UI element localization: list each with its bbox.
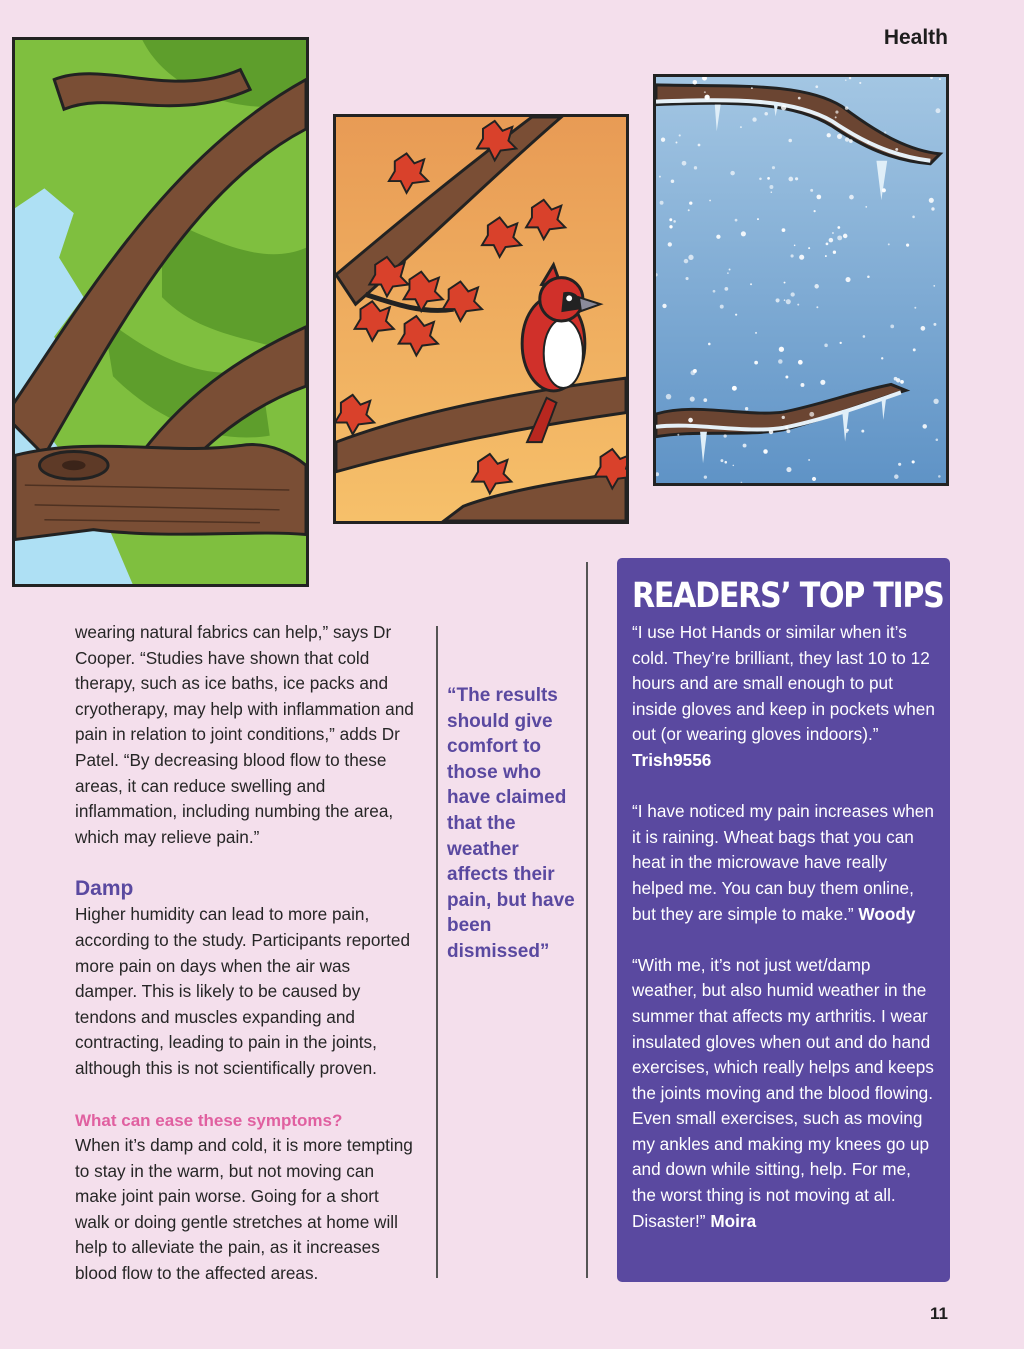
section-label: Health [883, 26, 948, 49]
symptoms-heading: What can ease these symptoms? [75, 1110, 343, 1130]
tip-text: “I use Hot Hands or similar when it’s cold. They’re brilliant, they last 10 to 12 hours and are small enough to put inside gloves and keep in pockets when out (or wearing gloves indoors).” [632, 622, 935, 745]
column-divider-left [436, 626, 438, 1278]
tip-author: Woody [858, 903, 916, 924]
summer-tree-illustration [12, 37, 309, 587]
tip-author: Moira [710, 1210, 757, 1231]
tip-author: Trish9556 [632, 749, 712, 770]
winter-snow-illustration [653, 74, 949, 486]
page-number: 11 [930, 1304, 948, 1323]
tip-item [632, 799, 936, 927]
damp-paragraph: Higher humidity can lead to more pain, according to the study. Participants reported more pain on days when the air was damper. This is likely to be caused by tendons and muscles expanding and contracting, leading to pain in the joints, although this is not scientifically proven. [75, 904, 411, 1078]
symptoms-paragraph: When it’s damp and cold, it is more tempting to stay in the warm, but not moving can make joint pain worse. Going for a short walk or doing gentle stretches at home will help to alleviate the pain, as it increases blood flow to the affected areas. [75, 1135, 413, 1284]
tip-text: “I have noticed my pain increases when it is raining. Wheat bags that you can heat in the microwave have really helped me. You can buy them online, but they are simple to make.” [632, 801, 934, 924]
pull-quote: “The results should give comfort to those who have claimed that the weather affects their pain, but have been dismissed” [447, 685, 575, 962]
tip-item [632, 953, 936, 1235]
column-divider-right [586, 562, 588, 1278]
autumn-cardinal-illustration [333, 114, 629, 524]
damp-heading: Damp [75, 877, 134, 901]
readers-tips-box [617, 558, 950, 1282]
tips-title: READERS’ TOP TIPS [632, 576, 944, 616]
intro-paragraph: wearing natural fabrics can help,” says Dr Cooper. “Studies have shown that cold therapy, such as ice baths, ice packs and cryotherapy, may help with inflammation and pain in relation to joint conditions,” adds Dr Patel. “By decreasing blood flow to these areas, it can reduce swelling and inflammation, including numbing the area, which may relieve pain.” [75, 622, 414, 847]
tip-item [632, 620, 936, 774]
tip-text: “With me, it’s not just wet/damp weather, but also humid weather in the summer that affects my arthritis. I wear insulated gloves when out and do hand exercises, which really helps and keeps the joints moving and the blood flowing. Even small exercises, such as moving my ankles and making my knees go up and down while sitting, help. For me, the worst thing is not moving at all. Disaster!” [632, 954, 934, 1231]
main-article-column [75, 620, 415, 1287]
